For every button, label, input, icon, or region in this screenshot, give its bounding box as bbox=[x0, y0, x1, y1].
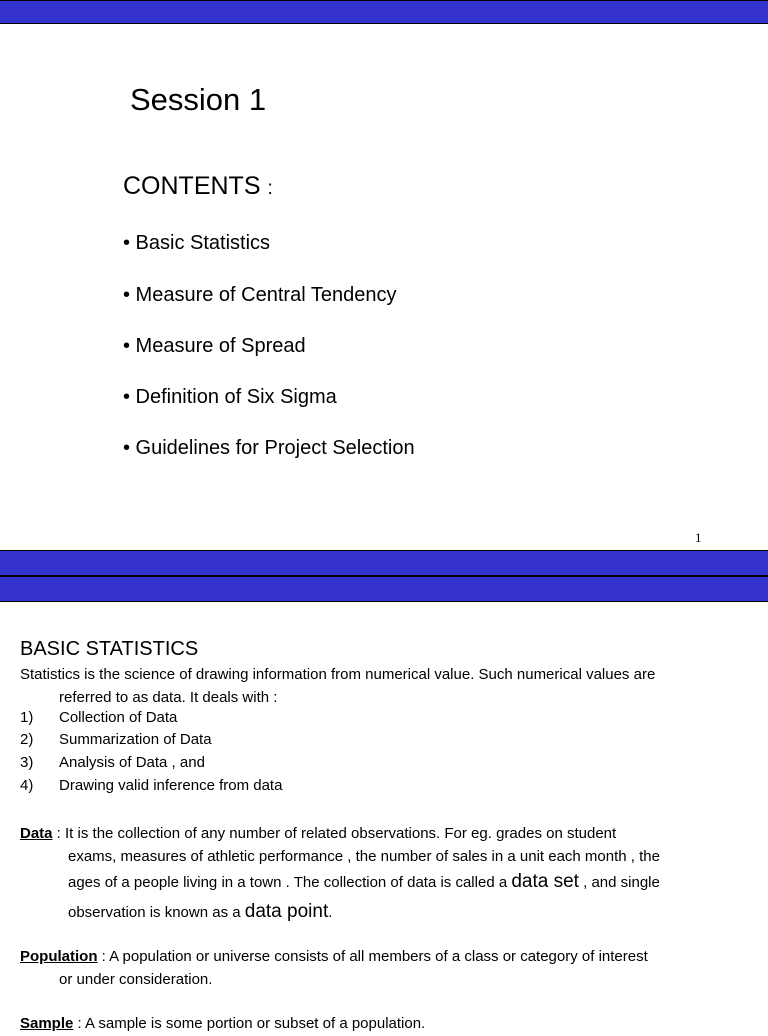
list-item-text: Summarization of Data bbox=[59, 731, 212, 748]
contents-colon: : bbox=[267, 178, 273, 199]
data-point-term: data point bbox=[244, 901, 329, 922]
sample-def-line-1: : A sample is some portion or subset of a population. bbox=[73, 1015, 426, 1032]
data-def-line-1: : It is the collection of any number of related observations. For eg. grades on student bbox=[52, 825, 617, 842]
basic-statistics-heading: BASIC STATISTICS bbox=[20, 638, 199, 660]
data-definition bbox=[20, 822, 750, 928]
contents-heading bbox=[123, 172, 273, 201]
list-item-text: Collection of Data bbox=[59, 709, 178, 726]
list-item-text: Analysis of Data , and bbox=[59, 754, 205, 771]
intro-line-1: Statistics is the science of drawing information from numerical value. Such numerical values are bbox=[20, 666, 656, 683]
list-item-number: 4) bbox=[20, 777, 34, 794]
population-def-line-2: or under consideration. bbox=[59, 970, 213, 988]
top-header-bar bbox=[0, 0, 768, 24]
session-title: Session 1 bbox=[130, 82, 267, 117]
list-item bbox=[20, 777, 282, 794]
sample-definition bbox=[20, 1013, 750, 1036]
population-term: Population bbox=[20, 948, 98, 965]
list-item-text: Drawing valid inference from data bbox=[59, 777, 283, 794]
data-def-line-2: exams, measures of athletic performance , the number of sales in a unit each month , the bbox=[68, 848, 660, 865]
data-term: Data bbox=[20, 825, 53, 842]
population-def-line-1: : A population or universe consists of all members of a class or category of interest bbox=[97, 948, 648, 965]
sample-term: Sample bbox=[20, 1015, 74, 1032]
page-number: 1 bbox=[695, 530, 702, 545]
list-item-number: 3) bbox=[20, 754, 34, 771]
data-def-line-3b: , and single bbox=[578, 874, 660, 891]
data-set-term: data set bbox=[511, 871, 579, 892]
list-item-number: 2) bbox=[20, 731, 34, 748]
data-def-line-4b: . bbox=[328, 904, 333, 921]
slide-divider-bar-bottom bbox=[0, 550, 768, 576]
contents-item-central-tendency: • Measure of Central Tendency bbox=[123, 284, 397, 306]
contents-item-basic-statistics: • Basic Statistics bbox=[123, 232, 271, 254]
intro-paragraph bbox=[20, 664, 750, 709]
contents-item-project-selection: • Guidelines for Project Selection bbox=[123, 437, 415, 459]
list-item bbox=[20, 709, 177, 726]
contents-label: CONTENTS bbox=[123, 172, 261, 200]
contents-item-six-sigma: • Definition of Six Sigma bbox=[123, 386, 337, 408]
contents-item-measure-of-spread: • Measure of Spread bbox=[123, 335, 306, 357]
population-definition bbox=[20, 946, 750, 991]
list-item bbox=[20, 731, 212, 748]
intro-line-2: referred to as data. It deals with : bbox=[59, 688, 278, 706]
data-def-line-3a: ages of a people living in a town . The collection of data is called a bbox=[68, 874, 512, 891]
data-def-line-4a: observation is known as a bbox=[68, 904, 245, 921]
list-item-number: 1) bbox=[20, 709, 34, 726]
slide-divider-bar-top bbox=[0, 576, 768, 602]
list-item bbox=[20, 754, 205, 771]
